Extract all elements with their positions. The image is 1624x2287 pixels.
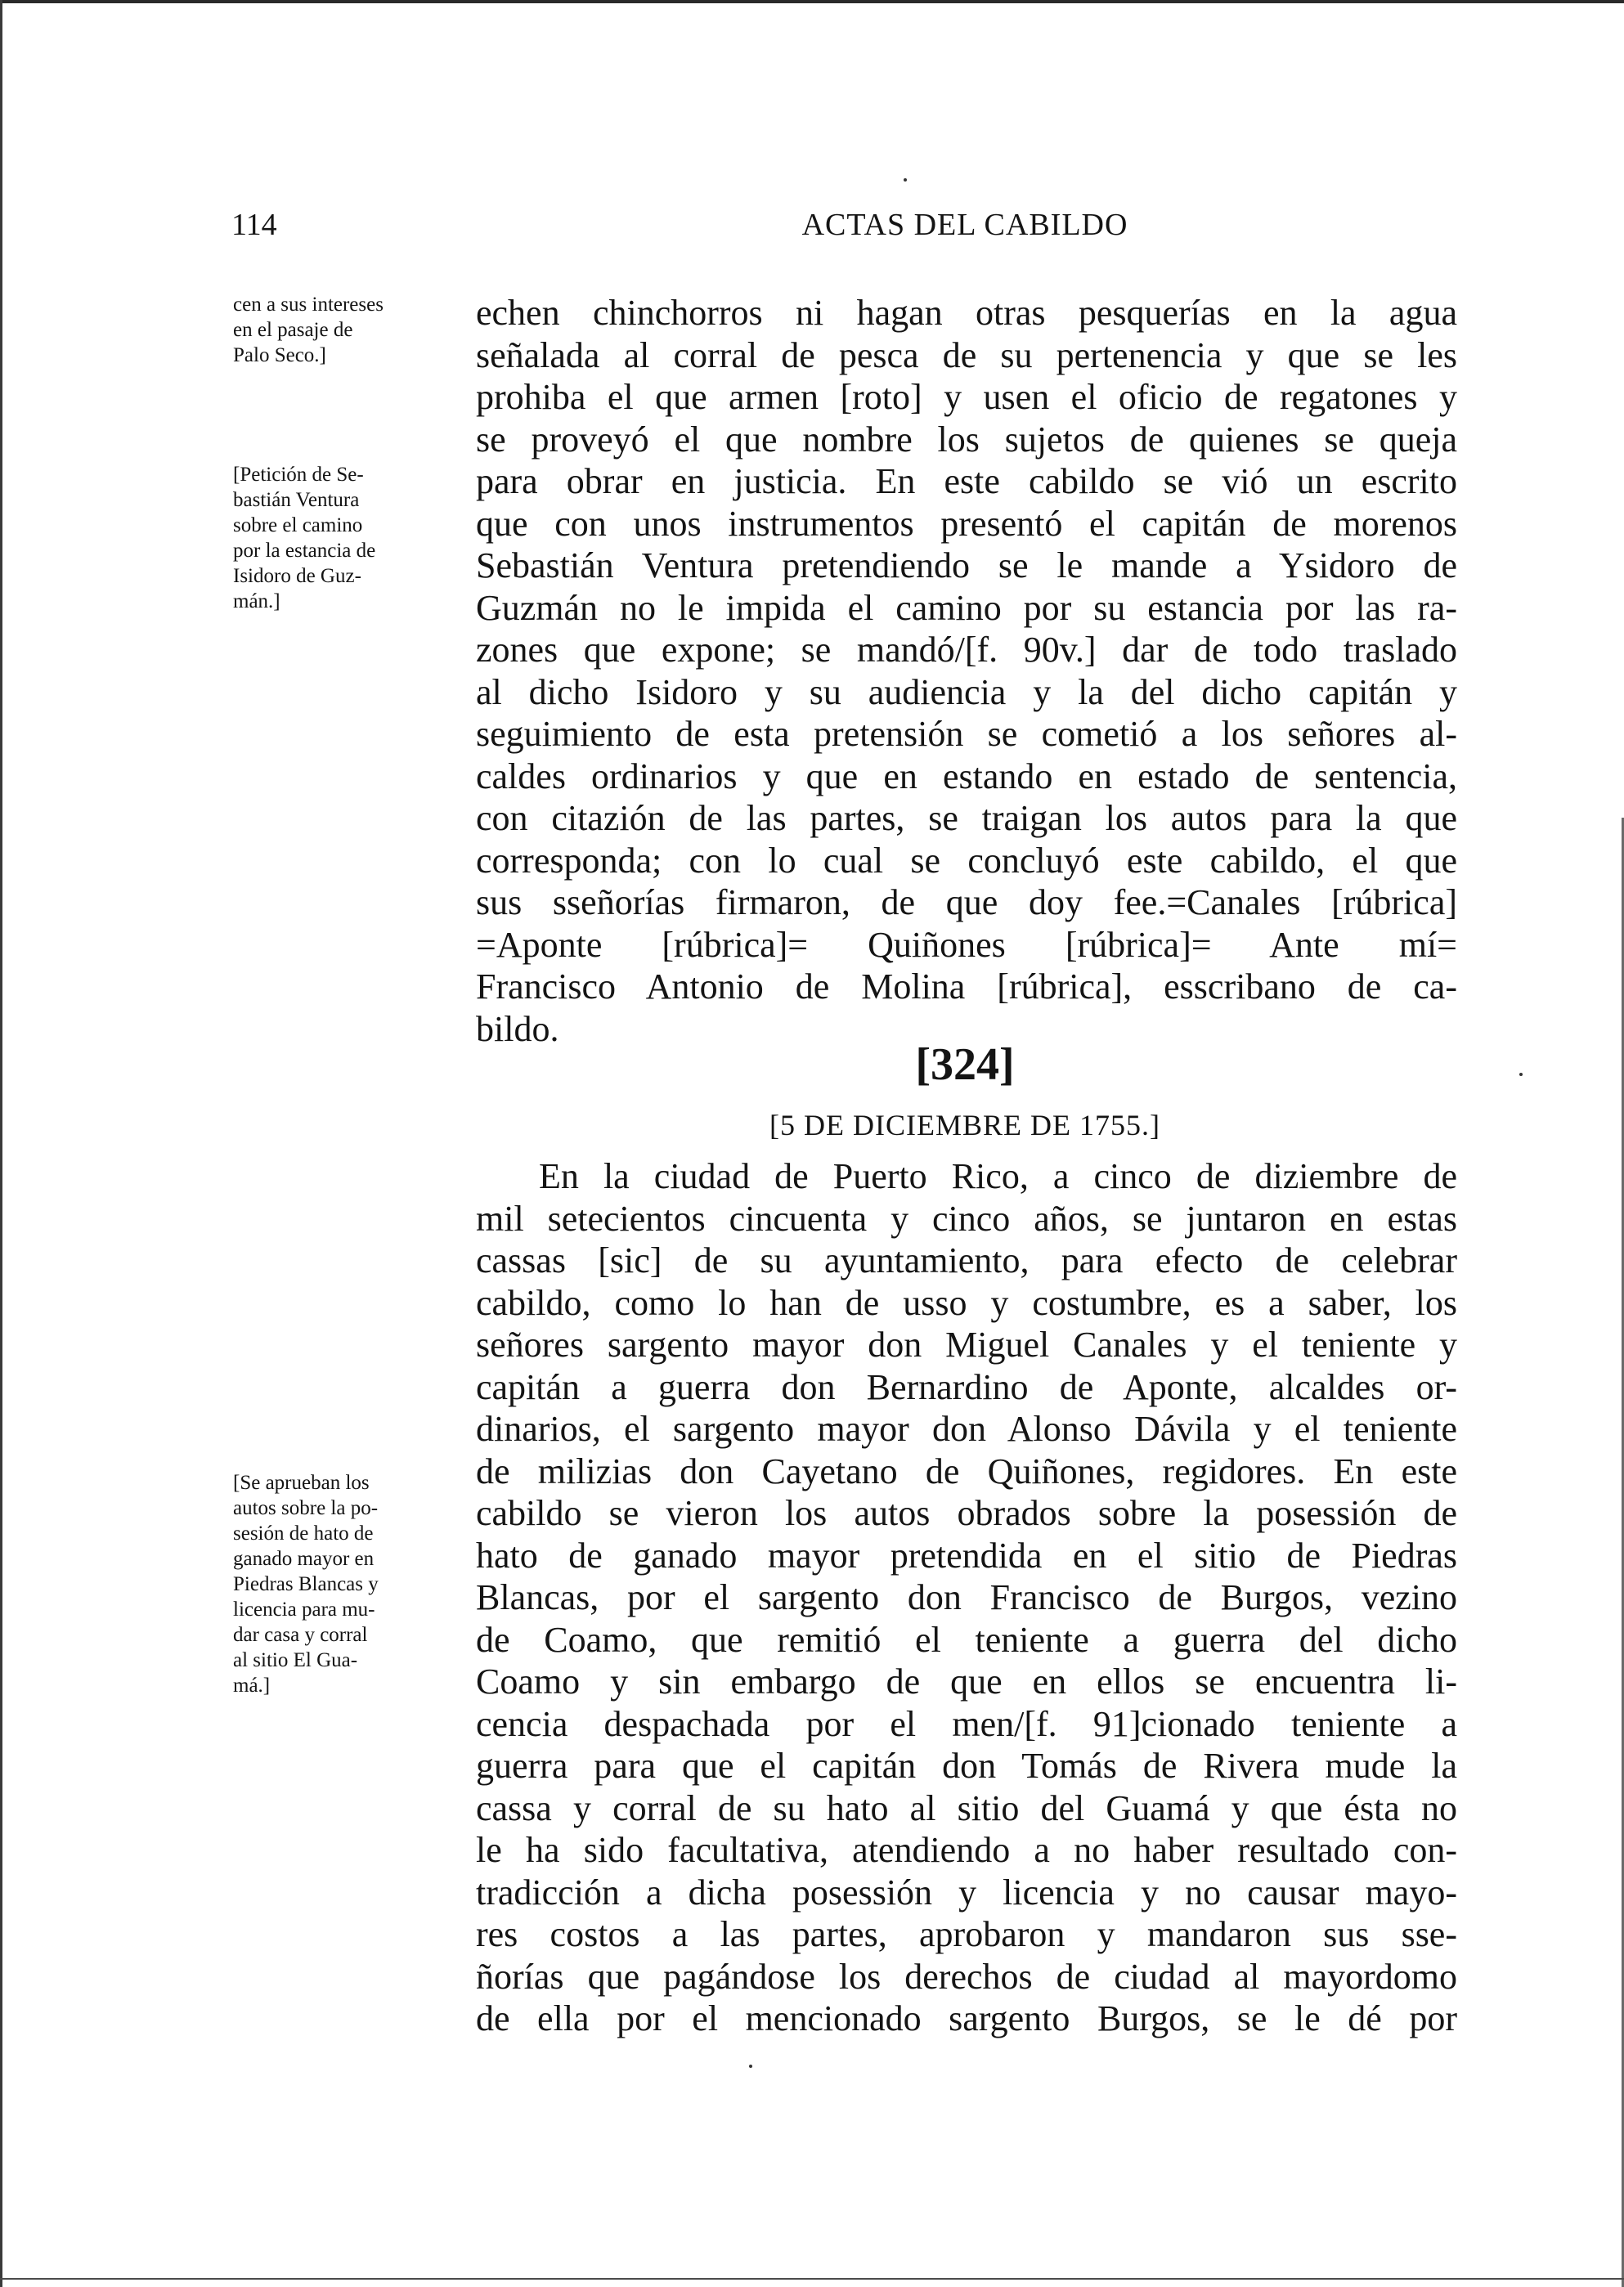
body-line: ñorías que pagándose los derechos de ciudad al mayordomo bbox=[476, 1956, 1457, 1997]
margin-note-line: autos sobre la po- bbox=[233, 1497, 379, 1519]
body-line: le ha sido facultativa, atendiendo a no haber resultado con- bbox=[476, 1830, 1457, 1870]
body-line: seguimiento de esta pretensión se cometió a los señores al- bbox=[476, 714, 1457, 754]
section-number: [324] bbox=[915, 1039, 1015, 1090]
body-line: Sebastián Ventura pretendiendo se le mande a Ysidoro de bbox=[476, 545, 1457, 585]
body-line: cabildo, como lo han de usso y costumbre, es a saber, los bbox=[476, 1282, 1457, 1323]
body-line: para obrar en justicia. En este cabildo se vió un escrito bbox=[476, 461, 1457, 501]
body-line: cassas [sic] de su ayuntamiento, para efecto de celebrar bbox=[476, 1240, 1457, 1280]
body-line: Guzmán no le impida el camino por su estancia por las ra- bbox=[476, 587, 1457, 628]
margin-note-line: al sitio El Gua- bbox=[233, 1649, 358, 1671]
body-line: de Coamo, que remitió el teniente a guerra del dicho bbox=[476, 1619, 1457, 1660]
body-line: =Aponte [rúbrica]= Quiñones [rúbrica]= Ante mí= bbox=[476, 924, 1457, 965]
body-line: dinarios, el sargento mayor don Alonso Dávila y el teniente bbox=[476, 1409, 1457, 1449]
margin-note bbox=[233, 1470, 442, 1698]
scan-bottom-edge bbox=[0, 2278, 1624, 2280]
margin-note-line: por la estancia de bbox=[233, 540, 376, 562]
body-line: Blancas, por el sargento don Francisco de Burgos, vezino bbox=[476, 1577, 1457, 1617]
margin-note-line: en el pasaje de bbox=[233, 319, 353, 341]
body-line: cabildo se vieron los autos obrados sobre la posessión de bbox=[476, 1493, 1457, 1533]
margin-note-line: má.] bbox=[233, 1675, 271, 1697]
body-line: se proveyó el que nombre los sujetos de quienes se queja bbox=[476, 419, 1457, 460]
body-line: señores sargento mayor don Miguel Canales y el teniente y bbox=[476, 1325, 1457, 1365]
body-line: que con unos instrumentos presentó el capitán de morenos bbox=[476, 503, 1457, 544]
scan-speck bbox=[749, 2065, 752, 2068]
body-line: sus sseñorías firmaron, de que doy fee.=Canales [rúbrica] bbox=[476, 882, 1457, 922]
body-line: capitán a guerra don Bernardino de Aponte, alcaldes or- bbox=[476, 1366, 1457, 1407]
body-line: En la ciudad de Puerto Rico, a cinco de diziembre de bbox=[539, 1156, 1457, 1196]
body-line: de ella por el mencionado sargento Burgos, se le dé por bbox=[476, 1998, 1457, 2038]
margin-note-line: mán.] bbox=[233, 590, 280, 612]
margin-note-line: ganado mayor en bbox=[233, 1548, 375, 1570]
body-line: caldes ordinarios y que en estando en estado de sentencia, bbox=[476, 756, 1457, 796]
margin-note bbox=[233, 292, 442, 368]
margin-note-line: Piedras Blancas y bbox=[233, 1573, 379, 1595]
scan-speck bbox=[1519, 1073, 1523, 1076]
body-line: hato de ganado mayor pretendida en el sitio de Piedras bbox=[476, 1535, 1457, 1576]
body-line: bildo. bbox=[476, 1008, 559, 1049]
margin-note-line: sobre el camino bbox=[233, 514, 363, 536]
body-line: cassa y corral de su hato al sitio del Guamá y que ésta no bbox=[476, 1787, 1457, 1828]
running-title: ACTAS DEL CABILDO bbox=[801, 208, 1128, 242]
margin-note-line: Palo Seco.] bbox=[233, 344, 326, 366]
scan-top-edge bbox=[0, 0, 1624, 3]
margin-note-line: bastián Ventura bbox=[233, 489, 360, 511]
body-line: cencia despachada por el men/[f. 91]cionado teniente a bbox=[476, 1703, 1457, 1744]
page-number: 114 bbox=[231, 208, 277, 242]
body-line: prohiba el que armen [roto] y usen el oficio de regatones y bbox=[476, 377, 1457, 417]
body-line: Francisco Antonio de Molina [rúbrica], esscribano de ca- bbox=[476, 966, 1457, 1007]
body-line: guerra para que el capitán don Tomás de Rivera mude la bbox=[476, 1746, 1457, 1786]
margin-note-line: licencia para mu- bbox=[233, 1599, 375, 1621]
margin-note-line: Isidoro de Guz- bbox=[233, 565, 361, 587]
margin-note bbox=[233, 462, 442, 614]
scan-left-edge bbox=[0, 0, 2, 2287]
margin-note-line: sesión de hato de bbox=[233, 1522, 374, 1545]
body-line: al dicho Isidoro y su audiencia y la del dicho capitán y bbox=[476, 671, 1457, 712]
body-line: de milizias don Cayetano de Quiñones, regidores. En este bbox=[476, 1451, 1457, 1491]
body-line: mil setecientos cincuenta y cinco años, se juntaron en estas bbox=[476, 1198, 1457, 1239]
body-line: Coamo y sin embargo de que en ellos se encuentra li- bbox=[476, 1661, 1457, 1702]
margin-note-line: [Petición de Se- bbox=[233, 464, 364, 486]
body-text-top bbox=[476, 292, 1457, 1050]
body-line: echen chinchorros ni hagan otras pesquerías en la agua bbox=[476, 293, 1457, 333]
section-date: [5 DE DICIEMBRE DE 1755.] bbox=[769, 1109, 1160, 1141]
body-line: señalada al corral de pesca de su pertenencia y que se les bbox=[476, 334, 1457, 375]
body-line: corresponda; con lo cual se concluyó este cabildo, el que bbox=[476, 840, 1457, 881]
body-line: con citazión de las partes, se traigan los autos para la que bbox=[476, 798, 1457, 838]
margin-note-line: dar casa y corral bbox=[233, 1624, 368, 1646]
scan-speck bbox=[904, 178, 907, 182]
margin-note-line: cen a sus intereses bbox=[233, 294, 384, 316]
body-text-bottom bbox=[476, 1155, 1457, 2040]
margin-note-line: [Se aprueban los bbox=[233, 1472, 370, 1494]
body-line: res costos a las partes, aprobaron y mandaron sus sse- bbox=[476, 1914, 1457, 1954]
body-line: zones que expone; se mandó/[f. 90v.] dar de todo traslado bbox=[476, 630, 1457, 670]
body-line: tradicción a dicha posessión y licencia y no causar mayo- bbox=[476, 1872, 1457, 1913]
